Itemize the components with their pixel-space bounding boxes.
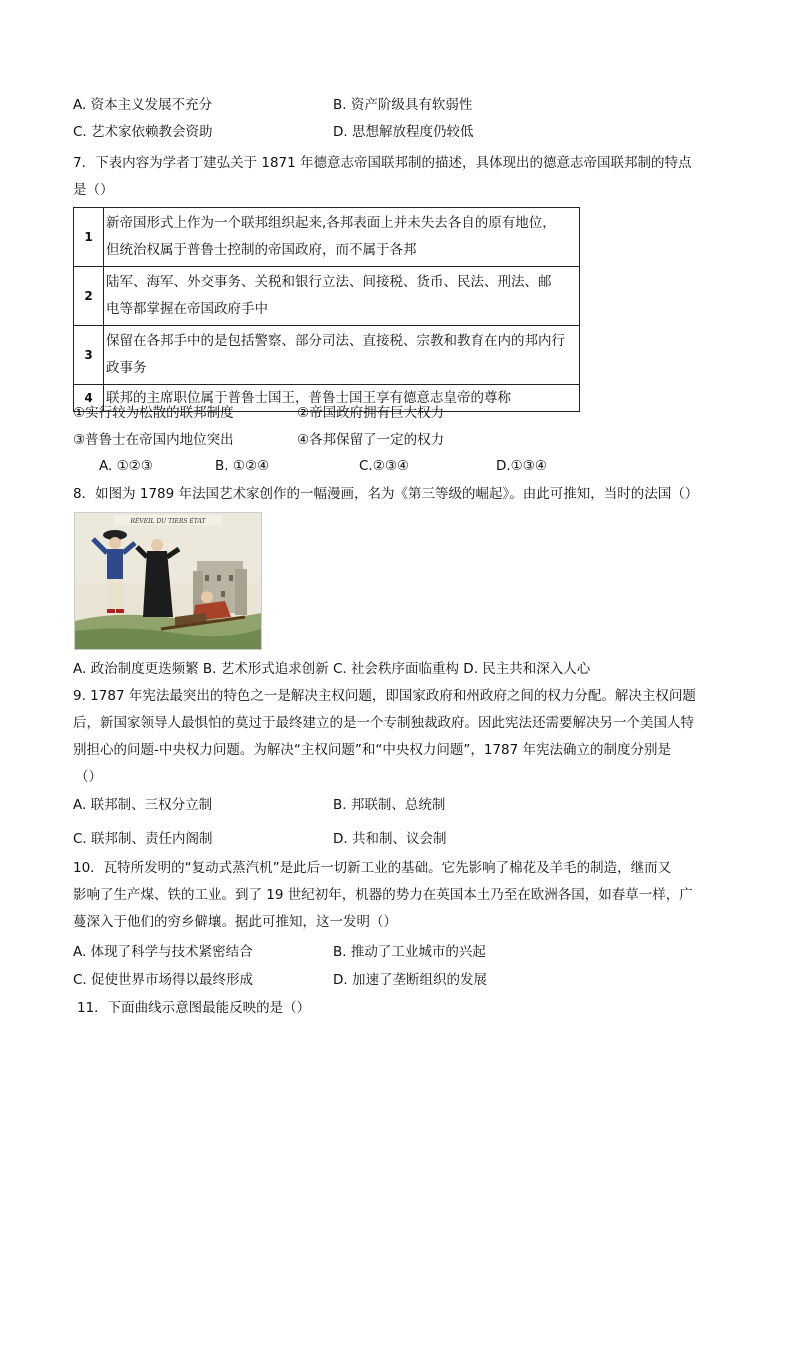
row-text-line2: 政事务 [106,360,147,376]
q9-line1: 9. 1787 年宪法最突出的特色之一是解决主权问题，即国家政府和州政府之间的权力分配。解决主权问题 [73,688,696,704]
q9-line3: 别担心的问题-中央权力问题。为解决“主权问题”和“中央权力问题”，1787 年宪法确立的制度分别是 [73,742,671,758]
q7-stem-line2: 是（） [73,182,114,198]
q9-option-c: C. 联邦制、责任内阁制 [73,831,213,847]
q10-option-c: C. 促使世界市场得以最终形成 [73,972,254,988]
row-text-line2: 但统治权属于普鲁士控制的帝国政府，而不属于各邦 [106,242,417,258]
q9-option-d: D. 共和制、议会制 [333,831,447,847]
federal-system-table [73,207,580,412]
q10-line3: 蔓深入于他们的穷乡僻壤。据此可推知，这一发明（） [73,914,397,930]
q6-option-a: A. 资本主义发展不充分 [73,97,213,113]
q11-stem: 11．下面曲线示意图最能反映的是（） [77,1000,311,1016]
q7-item-4: ④各邦保留了一定的权力 [297,432,445,448]
row-text-line1: 保留在各邦手中的是包括警察、部分司法、直接税、宗教和教育在内的邦内行 [106,333,565,349]
row-text [104,267,580,326]
q7-stem-line1: 7．下表内容为学者丁建弘关于 1871 年德意志帝国联邦制的描述，具体现出的德意志帝国联邦制的特点 [73,155,692,171]
q10-option-b: B. 推动了工业城市的兴起 [333,944,486,960]
q6-option-d: D. 思想解放程度仍较低 [333,124,474,140]
row-text-line1: 陆军、海军、外交事务、关税和银行立法、间接税、货币、民法、刑法、邮 [106,274,552,290]
row-number: 2 [74,267,104,326]
q7-option-c: C.②③④ [359,458,410,474]
row-number: 4 [74,385,104,412]
q7-option-b: B. ①②④ [215,458,270,474]
row-text-line2: 电等都掌握在帝国政府手中 [106,301,268,317]
third-estate-cartoon [74,512,262,650]
row-number: 1 [74,208,104,267]
q7-item-1: ①实行较为松散的联邦制度 [73,405,234,421]
row-text-line1: 联邦的主席职位属于普鲁士国王，普鲁士国王享有德意志皇帝的尊称 [106,390,511,406]
row-number: 3 [74,326,104,385]
cartoon-caption: RÉVEIL DU TIERS ÉTAT [130,518,206,525]
q10-line2: 影响了生产煤、铁的工业。到了 19 世纪初年，机器的势力在英国本土乃至在欧洲各国，如春草一样，广 [73,887,693,903]
q7-item-3: ③普鲁士在帝国内地位突出 [73,432,234,448]
q6-option-b: B. 资产阶级具有软弱性 [333,97,473,113]
cartoon-illustration [75,513,261,649]
q10-option-a: A. 体现了科学与技术紧密结合 [73,944,253,960]
row-text [104,326,580,385]
q9-option-b: B. 邦联制、总统制 [333,797,446,813]
row-text-line1: 新帝国形式上作为一个联邦组织起来,各邦表面上并未失去各自的原有地位， [106,215,556,231]
q9-option-a: A. 联邦制、三权分立制 [73,797,213,813]
q10-line1: 10．瓦特所发明的“复动式蒸汽机”是此后一切新工业的基础。它先影响了棉花及羊毛的制造，继而又 [73,860,672,876]
q10-option-d: D. 加速了垄断组织的发展 [333,972,487,988]
q7-option-d: D.①③④ [496,458,547,474]
q9-line4: （） [75,769,102,785]
table-row [74,326,580,385]
q8-stem: 8．如图为 1789 年法国艺术家创作的一幅漫画，名为《第三等级的崛起》。由此可推知，当时的法国（） [73,486,699,502]
q9-line2: 后，新国家领导人最惧怕的莫过于最终建立的是一个专制独裁政府。因此宪法还需要解决另一个美国人特 [73,715,694,731]
table-row [74,267,580,326]
q7-option-a: A. ①②③ [99,458,153,474]
q8-options: A. 政治制度更迭频繁 B. 艺术形式追求创新 C. 社会秩序面临重构 D. 民主共和深入人心 [73,661,591,677]
row-text [104,208,580,267]
table-row [74,208,580,267]
q7-item-2: ②帝国政府拥有巨大权力 [297,405,445,421]
q6-option-c: C. 艺术家依赖教会资助 [73,124,213,140]
